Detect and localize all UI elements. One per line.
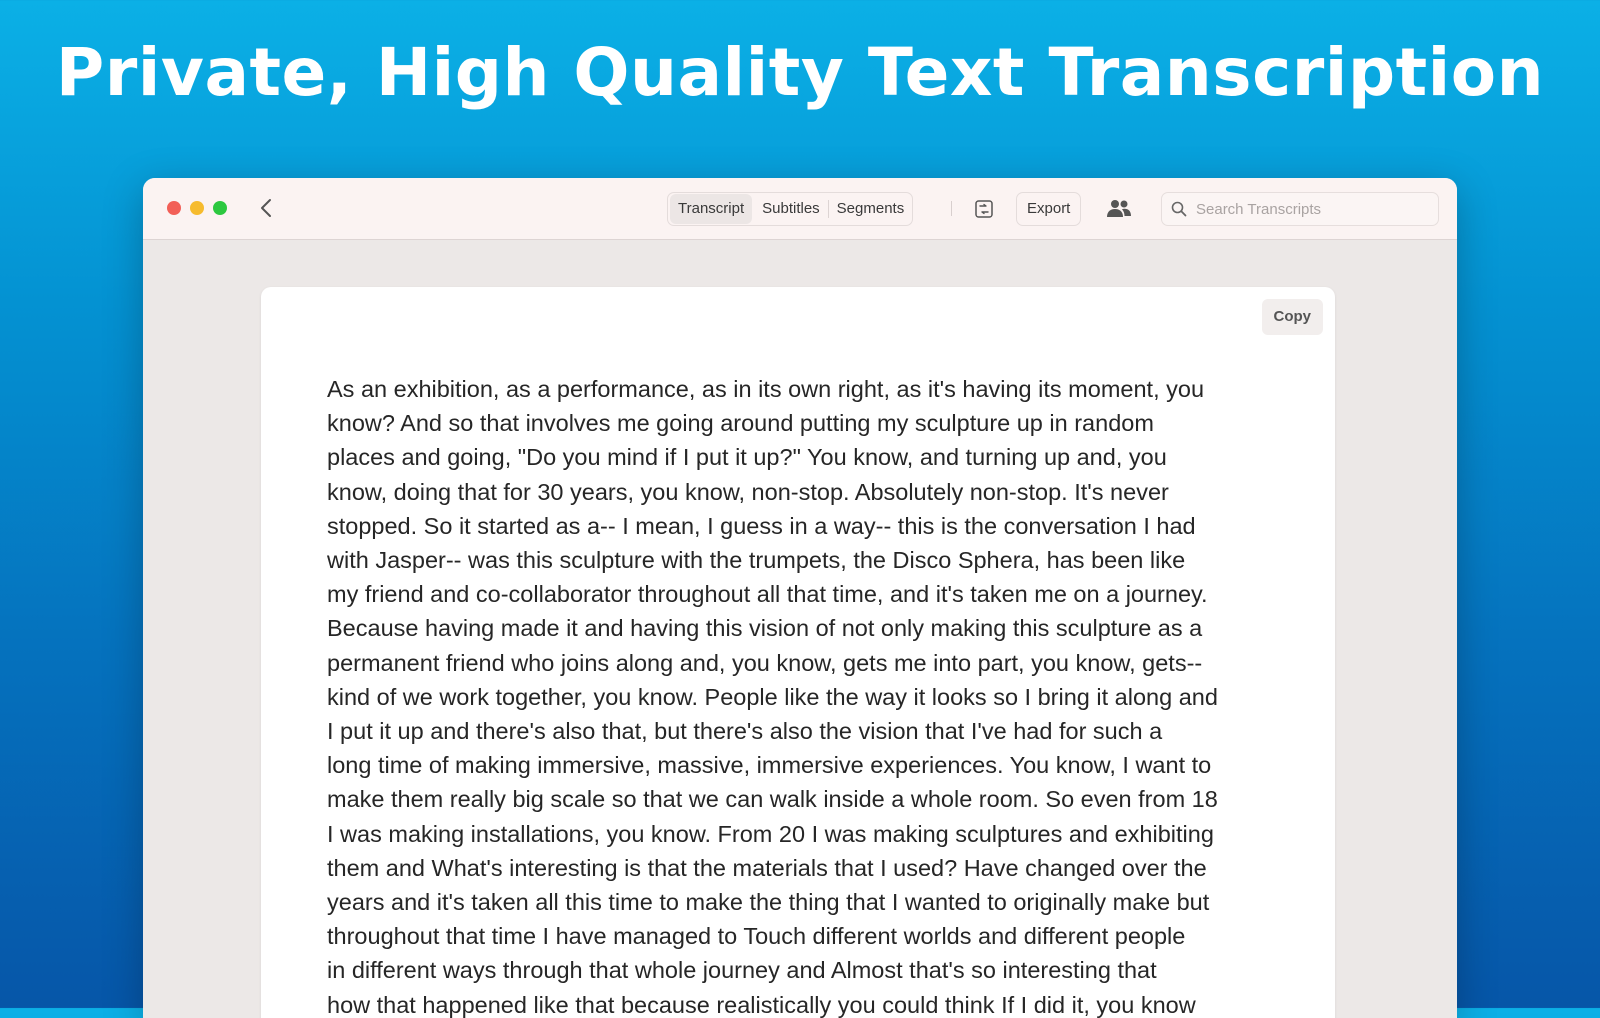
transcript-line: in different ways through that whole journey and Almost that's so interesting that (327, 957, 1157, 984)
search-field[interactable] (1161, 192, 1439, 226)
transcript-line: years and it's taken all this time to make the thing that I wanted to originally make but (327, 889, 1210, 916)
transcript-line: permanent friend who joins along and, you know, gets me into part, you know, gets-- (327, 649, 1203, 676)
transcript-line: long time of making immersive, massive, immersive experiences. You know, I want to (327, 752, 1212, 779)
transcript-line: know? And so that involves me going around putting my sculpture up in random (327, 410, 1154, 437)
zoom-window-button[interactable] (213, 201, 227, 215)
transcript-card (261, 287, 1335, 1018)
view-mode-segmented-control (667, 192, 913, 226)
copy-button[interactable]: Copy (1262, 299, 1324, 335)
back-button[interactable] (255, 196, 279, 220)
search-input[interactable] (1194, 200, 1428, 219)
chevron-left-icon (255, 196, 279, 220)
page-headline: Private, High Quality Text Transcription (55, 34, 1545, 111)
tab-transcript[interactable]: Transcript (670, 194, 752, 224)
close-window-button[interactable] (167, 201, 181, 215)
transcript-line: them and What's interesting is that the materials that I used? Have changed over the (327, 854, 1207, 881)
subtitles-icon (974, 199, 994, 219)
search-icon (1170, 200, 1188, 218)
transcript-line: I was making installations, you know. From 20 I was making sculptures and exhibiting (327, 820, 1214, 847)
tab-segments[interactable]: Segments (836, 200, 905, 217)
transcript-line: places and going, "Do you mind if I put it up?" You know, and turning up and, you (327, 444, 1167, 471)
transcript-line: stopped. So it started as a-- I mean, I guess in a way-- this is the conversation I had (327, 512, 1196, 539)
transcript-line: throughout that time I have managed to Touch different worlds and different people (327, 923, 1186, 950)
transcript-line: As an exhibition, as a performance, as in its own right, as it's having its moment, you (327, 376, 1205, 402)
transcript-line: with Jasper-- was this sculpture with the trumpets, the Disco Sphera, has been like (327, 547, 1186, 574)
speakers-button[interactable] (1102, 194, 1136, 224)
transcript-line: I put it up and there's also that, but there's also the vision that I've had for such a (327, 718, 1163, 745)
transcript-line: make them really big scale so that we can walk inside a whole room. So even from 18 (327, 786, 1218, 813)
tab-subtitles[interactable]: Subtitles (762, 200, 820, 217)
transcript-line: Because having made it and having this vision of not only making this sculpture as a (327, 615, 1203, 642)
transcript-line: know, doing that for 30 years, you know, non-stop. Absolutely non-stop. It's never (327, 478, 1169, 505)
transcript-line: my friend and co-collaborator throughout all that time, and it's taken me on a journey. (327, 581, 1208, 608)
transcript-line: how that happened like that because realistically you could think If I did it, you know (327, 991, 1196, 1018)
toolbar-divider (951, 201, 952, 216)
export-button[interactable]: Export (1016, 192, 1081, 226)
people-icon (1105, 198, 1133, 220)
app-window (143, 178, 1457, 1018)
minimize-window-button[interactable] (190, 201, 204, 215)
transcript-text[interactable] (327, 372, 1287, 1018)
subtitles-toggle-button[interactable] (969, 194, 999, 224)
toolbar (143, 178, 1457, 240)
transcript-line: kind of we work together, you know. People like the way it looks so I bring it along and (327, 683, 1218, 710)
